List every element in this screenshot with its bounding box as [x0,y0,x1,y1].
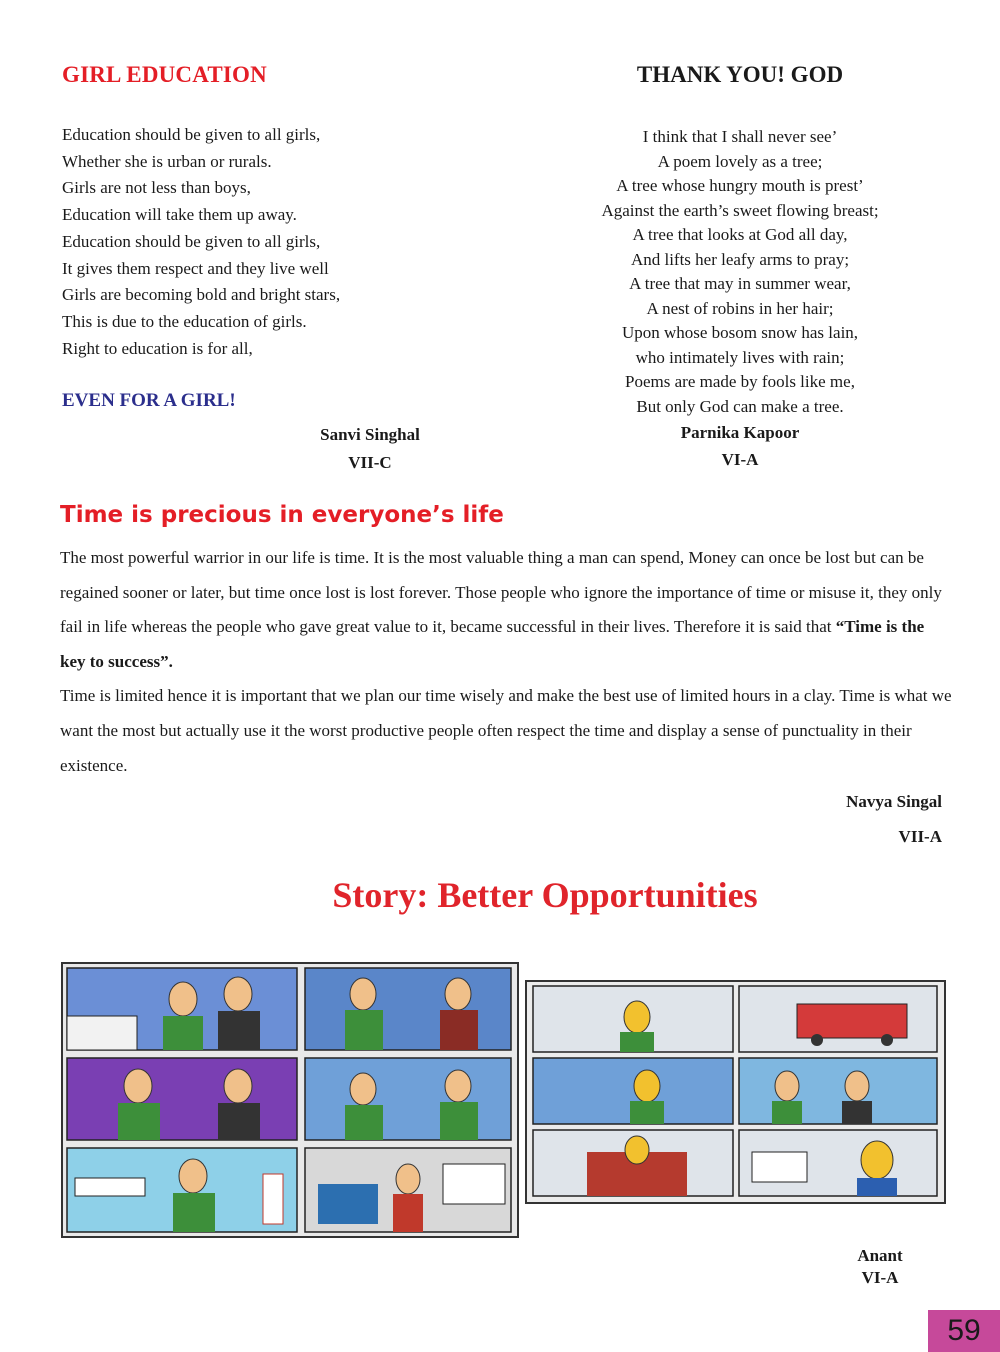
comic-strip-image-right [525,980,946,1204]
poem-thank-you-god-title: THANK YOU! GOD [636,62,844,87]
essay-paragraph-2: Time is limited hence it is important that we plan our time wisely and make the best use of limited hours in a clay. Time is what we want the most but actually use it the worst productive people often respect the time and display a sense of punctuality in their existence. [60,686,952,775]
poem-line: Whether she is urban or rurals. [62,151,272,171]
poem-line: And lifts her leafy arms to pray; [630,249,850,269]
author-class: VI-A [721,450,759,469]
author-class: VII-C [348,453,392,472]
poem-line: It gives them respect and they live well [62,258,329,278]
poem-line: But only God can make a tree. [636,396,844,416]
page-number: 59 [928,1310,1000,1352]
poem-line: Education should be given to all girls, [62,125,321,144]
story-title: Story: Better Opportunities [332,875,758,915]
author-class: VI-A [861,1268,899,1287]
poem-line: Education should be given to all girls, [62,231,321,251]
poem-girl-education-body [62,122,502,362]
poem-line: I think that I shall never see’ [642,127,838,146]
essay-body [60,541,952,783]
poem-line: Education will take them up away. [62,205,297,225]
poem-line: A poem lovely as a tree; [657,151,823,171]
essay-byline [846,784,942,854]
poem-line: Poems are made by fools like me, [625,372,855,391]
comic-illustration [527,982,944,1202]
poem-line: Upon whose bosom snow has lain, [621,323,859,342]
comic-illustration [63,964,517,1236]
essay-quote: “Time is the key to success”. [60,617,925,671]
author-name: Parnika Kapoor [680,423,800,442]
poem-line: Girls are becoming bold and bright stars, [62,285,341,305]
poem-line: A tree whose hungry mouth is prest’ [616,176,864,195]
poem-line: Girls are not less than boys, [62,178,251,198]
essay-title: Time is precious in everyone’s life [60,502,504,528]
poem-girl-education-title: GIRL EDUCATION [62,62,267,87]
poem-thank-you-god-byline [640,419,840,473]
poem-thank-you-god-body [540,125,940,419]
author-class: VII-A [898,827,942,846]
author-name: Sanvi Singhal [320,425,420,444]
essay-paragraph-1 [60,541,952,679]
author-name: Anant [857,1246,903,1265]
poem-line: A tree that may in summer wear, [629,274,851,293]
poem-line: Against the earth’s sweet flowing breast; [601,200,879,220]
poem-line: A tree that looks at God all day, [632,225,848,244]
essay-text: The most powerful warrior in our life is time. It is the most valuable thing a man can spend, Money can once be lost but can be regained sooner or later, but time once lost is lost forever. Those people who ignore the importance of time or misuse it, they only fail in life whereas the people who gave great value to it, became successful in their lives. Therefore it is said that [60,548,942,637]
poem-girl-education-byline [290,421,450,477]
poem-girl-education-closing: EVEN FOR A GIRL! [62,390,236,411]
author-name: Navya Singal [846,792,942,811]
poem-line: who intimately lives with rain; [635,347,845,367]
comic-strip-image-left [61,962,519,1238]
story-byline [840,1245,920,1289]
poem-line: A nest of robins in her hair; [646,298,834,318]
poem-line: This is due to the education of girls. [62,311,307,331]
poem-line: Right to education is for all, [62,338,253,358]
